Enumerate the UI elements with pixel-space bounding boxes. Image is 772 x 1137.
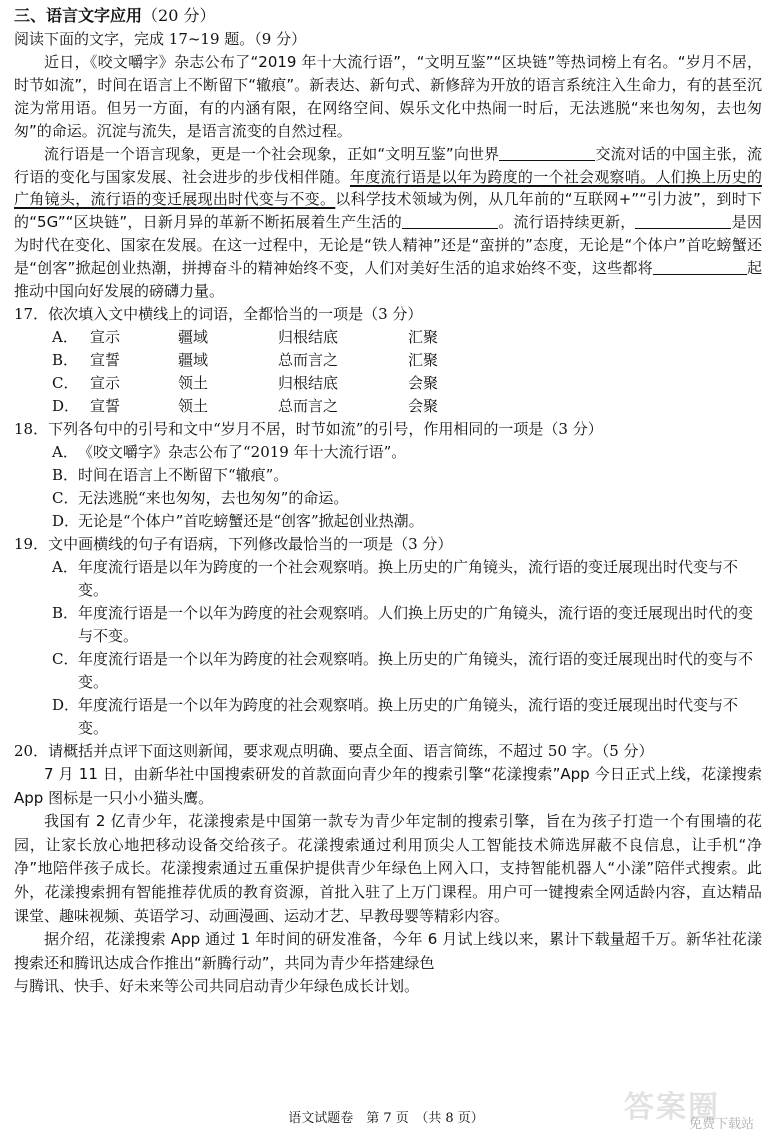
option-text: 年度流行语是以年为跨度的一个社会观察哨。换上历史的广角镜头，流行语的变迁展现出时代变与不变。 [78,557,739,599]
option-text: 无法逃脱“来也匆匆，去也匆匆”的命运。 [78,488,349,507]
question-18-option-c [14,487,762,510]
question-17-stem: 17．依次填入文中横线上的词语，全都恰当的一项是（3 分） [14,304,423,323]
option-letter: C． [52,488,79,507]
option-letter: C． [52,649,79,668]
question-17-option-a [14,326,762,349]
watermark-brand: 答案圈 [624,1090,720,1125]
option-text: 时间在语言上不断留下“辙痕”。 [78,465,289,484]
option-letter: A． [52,327,78,346]
option-text: 年度流行语是一个以年为跨度的社会观察哨。换上历史的广角镜头，流行语的变迁展现出时代的变与不变。 [78,649,754,691]
passage-text: 流行语是一个语言现象，更是一个社会现象，正如“文明互鉴”向世界 [44,144,500,163]
fill-blank-2 [402,213,498,229]
question-19-option-c [14,648,762,694]
question-18-option-d [14,510,762,533]
passage-text: 起推动中国向好发展的磅礴力量。 [14,259,762,301]
option-word: 宣示 [90,327,121,346]
underlined-sentence: 年度流行语是以年为跨度的一个社会观察哨。人们换上历史的广角镜头，流行语的变迁展现出时代变与不变。 [14,167,762,209]
news-paragraph-1: 7 月 11 日，由新华社中国搜索研发的首款面向青少年的搜索引擎“花漾搜索”App 今日正式上线，花漾搜索 App 图标是一只小小猫头鹰。 [14,764,762,807]
section-points: （20 分） [142,6,216,25]
option-letter: B． [52,603,79,622]
option-text: 无论是“个体户”首吃螃蟹还是“创客”掀起创业热潮。 [78,511,424,530]
page-footer: 语文试题卷 第 7 页 （共 8 页） [288,1111,484,1126]
option-word: 归根结底 [278,327,339,346]
news-paragraph-2: 我国有 2 亿青少年，花漾搜索是中国第一款专为青少年定制的搜索引擎，旨在为孩子打造一个有围墙的花园，让家长放心地把移动设备交给孩子。花漾搜索通过利用顶尖人工智能技术筛选屏蔽不良信息，让手机“净净”地陪伴孩子成长。花漾搜索通过五重保护提供青少年绿色上网入口，支持智能机器人“小漾”陪伴式搜索。此外，花漾搜索拥有智能推荐优质的教育资源，首批入驻了上万门课程。用户可一键搜索全网适龄内容，直达精品课堂、趣味视频、英语学习、动画漫画、运动才艺、早教母婴等精彩内容。 [14,812,762,925]
option-word: 宣誓 [90,350,121,369]
passage-paragraph-2 [14,143,762,303]
option-letter: D． [52,511,80,530]
option-word: 会聚 [408,373,439,392]
fill-blank-3 [635,213,731,229]
option-letter: B． [52,465,79,484]
question-18-option-b [14,464,762,487]
option-word: 宣示 [90,373,121,392]
option-word: 总而言之 [278,396,339,415]
passage-text: 以科学技术领域为例，从几年前的“互联网+”“引力波”，到时下的“5G”“区块链”，日新月异的革新不断拓展着生产生活的 [14,190,762,232]
question-17-option-c [14,372,762,395]
passage-text: 交流对话的中国主张，流行语的变化与国家发展、社会进步的步伐相伴随。 [14,144,762,186]
news-paragraph-3: 据介绍，花漾搜索 App 通过 1 年时间的研发准备，今年 6 月试上线以来，累计下载量超千万。新华社花漾搜索还和腾讯达成合作推出“新腾行动”，共同为青少年搭建绿色 [14,930,762,972]
option-letter: D． [52,396,80,415]
fill-blank-1 [499,145,595,161]
section-title: 三、语言文字应用 [14,6,143,25]
option-letter: C． [52,373,79,392]
question-19-option-d [14,694,762,740]
option-word: 宣誓 [90,396,121,415]
option-text: 年度流行语是一个以年为跨度的社会观察哨。换上历史的广角镜头，流行语的变迁展现出时代变与不变。 [78,695,739,737]
option-word: 归根结底 [278,373,339,392]
option-word: 疆域 [178,350,209,369]
question-19-stem: 19．文中画横线的句子有语病，下列修改最恰当的一项是（3 分） [14,534,453,553]
option-letter: A． [52,557,78,576]
passage-paragraph-1: 近日，《咬文嚼字》杂志公布了“2019 年十大流行语”，“文明互鉴”“区块链”等热词榜上有名。“岁月不居，时节如流”，时间在语言上不断留下“辙痕”。新表达、新句式、新修辞为开放的语言系统注入生命力，有的甚至沉淀为常用语。但另一方面，有的内涵有限，在网络空间、娱乐文化中热闹一时后，无法逃脱“来也匆匆，去也匆匆”的命运。沉淀与流失，是语言流变的自然过程。 [14,53,762,140]
option-word: 领土 [178,373,209,392]
question-18-stem: 18．下列各句中的引号和文中“岁月不居，时节如流”的引号，作用相同的一项是（3 分） [14,419,603,438]
option-letter: A． [52,442,78,461]
option-word: 疆域 [178,327,209,346]
option-text: 年度流行语是一个以年为跨度的社会观察哨。人们换上历史的广角镜头，流行语的变迁展现出时代的变与不变。 [78,603,754,645]
reading-instruction: 阅读下面的文字，完成 17~19 题。（9 分） [14,30,307,48]
option-word: 汇聚 [408,350,439,369]
option-word: 会聚 [408,396,439,415]
option-word: 领土 [178,396,209,415]
fill-blank-4 [653,259,747,275]
question-17-option-b [14,349,762,372]
option-word: 汇聚 [408,327,439,346]
option-letter: B． [52,350,79,369]
question-19-option-b [14,602,762,648]
section-heading [14,4,762,28]
passage-text: 是因为时代在变化、国家在发展。在这一过程中，无论是“铁人精神”还是“蛮拼的”态度，无论是“个体户”首吃螃蟹还是“创客”掀起创业热潮，拼搏奋斗的精神始终不变，人们对美好生活的追求始终不变，这些都将 [14,213,762,278]
passage-text: 。流行语持续更新， [497,213,636,232]
question-17-option-d [14,395,762,418]
option-text: 《咬文嚼字》杂志公布了“2019 年十大流行语”。 [78,442,407,461]
watermark-caption: 免费下载站 [688,1117,754,1132]
question-19-option-a [14,556,762,602]
news-paragraph-3-continued: 与腾讯、快手、好未来等公司共同启动青少年绿色成长计划。 [14,977,420,996]
option-letter: D． [52,695,80,714]
question-20-stem: 20．请概括并点评下面这则新闻，要求观点明确、要点全面、语言简练，不超过 50 字。（5 分） [14,741,654,760]
option-word: 总而言之 [278,350,339,369]
question-18-option-a [14,441,762,464]
